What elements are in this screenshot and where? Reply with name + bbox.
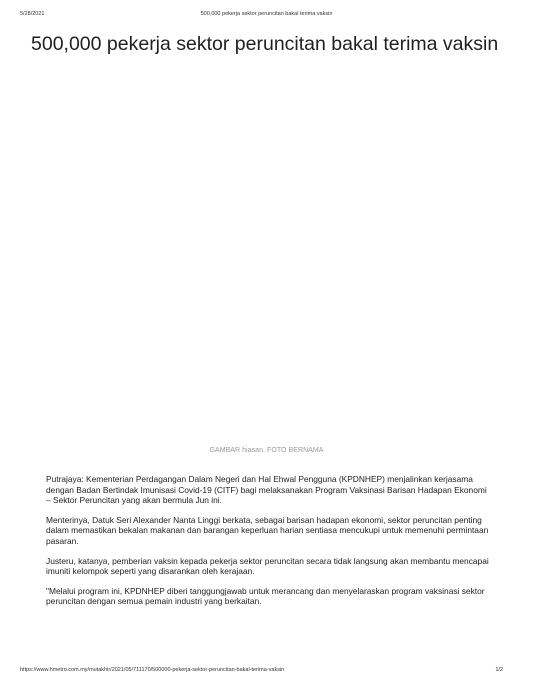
article-paragraph: Menterinya, Datuk Seri Alexander Nanta Linggi berkata, sebagai barisan hadapan ekonomi, sektor peruncitan penting dalam memastikan bekalan makanan dan barangan keperluan harian sentiasa mencukupi untuk memenuhi permintaan pasaran.	[46, 514, 489, 546]
article-paragraph: Putrajaya: Kementerian Perdagangan Dalam Negeri dan Hal Ehwal Pengguna (KPDNHEP) menjalinkan kerjasama dengan Badan Bertindak Imunisasi Covid-19 (CITF) bagi melaksanakan Program Vaksinasi Barisan Hadapan Ekonomi – Sektor Peruncitan yang akan bermula Jun ini.	[46, 474, 487, 506]
print-footer	[20, 667, 513, 677]
print-page-title: 500,000 pekerja sektor peruncitan bakal terima vaksin	[200, 11, 333, 17]
print-header	[20, 11, 513, 21]
print-date: 5/28/2021	[20, 11, 45, 17]
article-paragraph: "Melalui program ini, KPDNHEP diberi tanggungjawab untuk merancang dan menyelaraskan program vaksinasi sektor peruncitan dengan semua pemain industri yang berkaitan.	[46, 585, 485, 607]
source-url: https://www.hmetro.com.my/mutakhir/2021/05/711170/500000-pekerja-sektor-peruncitan-bakal-terima-vaksin	[20, 667, 285, 673]
page-indicator: 1/2	[495, 667, 503, 673]
article-image	[31, 86, 502, 441]
article-body	[46, 474, 493, 616]
image-caption: GAMBAR hiasan. FOTO BERNAMA	[209, 447, 324, 454]
article-paragraph: Justeru, katanya, pemberian vaksin kepada pekerja sektor peruncitan secara tidak langsung akan membantu mencapai imuniti kelompok seperti yang disarankan oleh kerajaan.	[46, 555, 489, 577]
article-title: 500,000 pekerja sektor peruncitan bakal terima vaksin	[31, 33, 499, 55]
